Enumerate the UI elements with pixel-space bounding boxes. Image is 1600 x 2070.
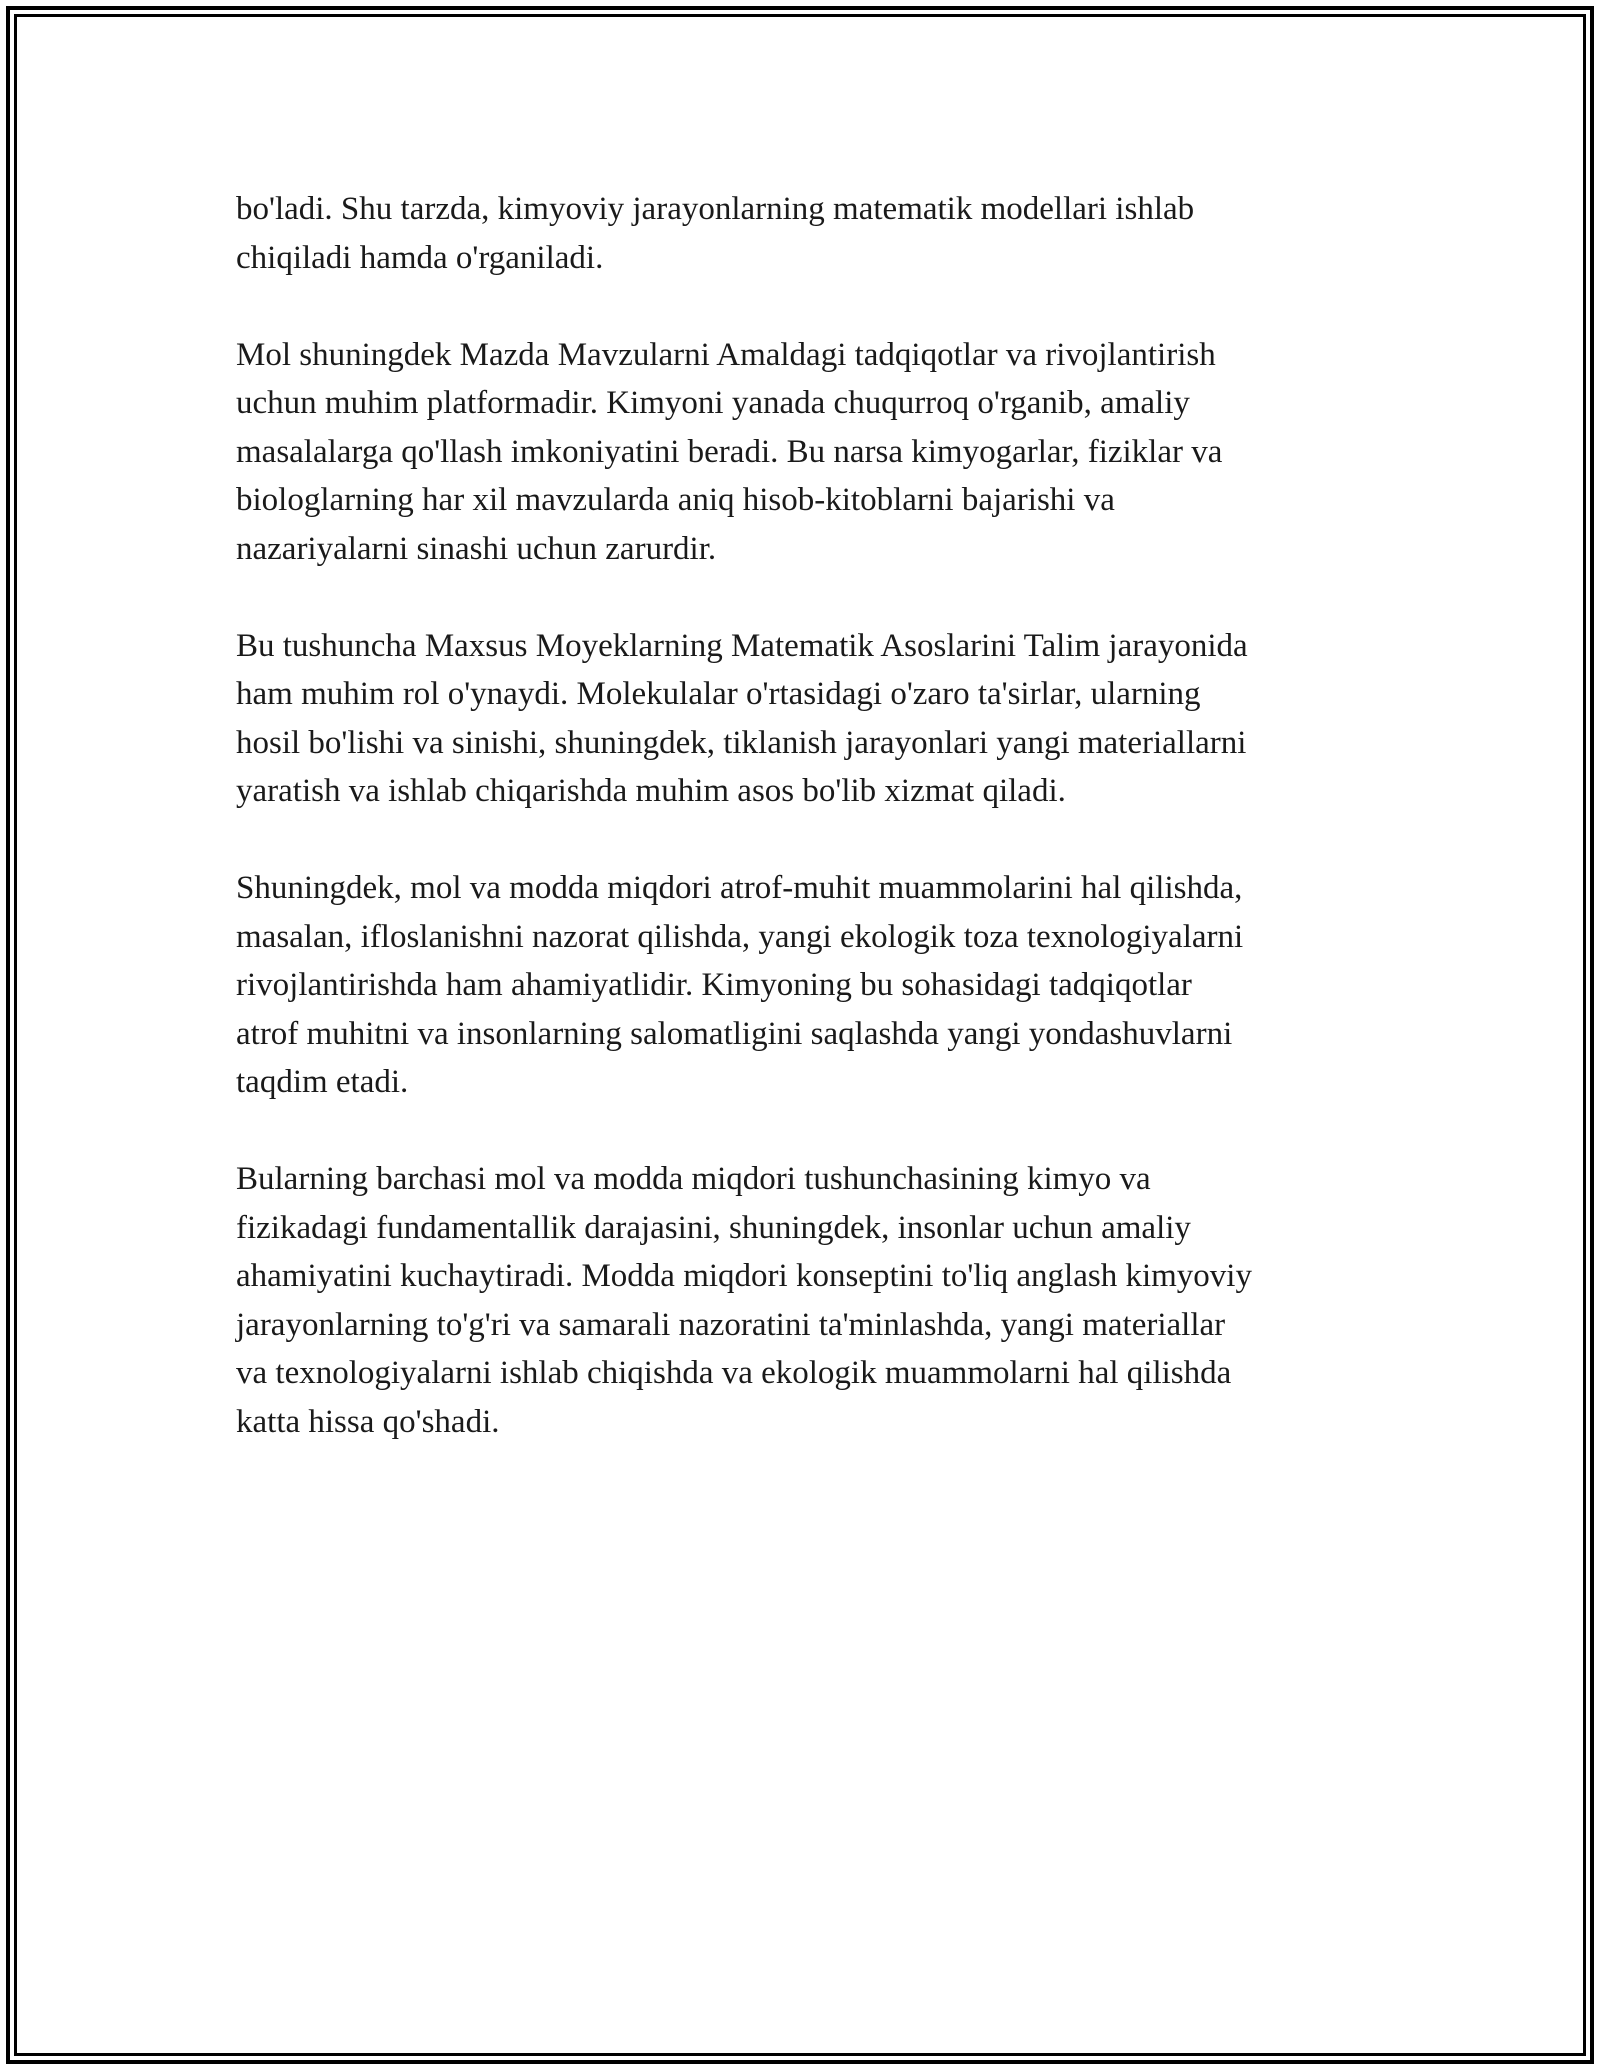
text-line: ahamiyatini kuchaytiradi. Modda miqdori konseptini to'liq anglash kimyoviy xyxy=(236,1258,1252,1294)
text-line: hosil bo'lishi va sinishi, shuningdek, tiklanish jarayonlari yangi materiallarni xyxy=(236,724,1247,761)
text-line: masalalarga qo'llash imkoniyatini beradi. Bu narsa kimyogarlar, fiziklar va xyxy=(236,433,1223,470)
text-line: rivojlantirishda ham ahamiyatlidir. Kimyoning bu sohasidagi tadqiqotlar xyxy=(236,967,1192,1003)
document-body xyxy=(236,185,1396,1495)
paragraph-3 xyxy=(236,622,1396,816)
text-line: masalan, ifloslanishni nazorat qilishda, yangi ekologik toza texnologiyalarni xyxy=(236,918,1244,955)
text-line: biologlarning har xil mavzularda aniq hisob-kitoblarni bajarishi va xyxy=(236,482,1115,518)
text-line: Mol shuningdek Mazda Mavzularni Amaldagi tadqiqotlar va rivojlantirish xyxy=(236,336,1216,373)
text-line: uchun muhim platformadir. Kimyoni yanada chuqurroq o'rganib, amaliy xyxy=(236,385,1190,421)
text-line: Shuningdek, mol va modda miqdori atrof-muhit muammolarini hal qilishda, xyxy=(236,870,1243,906)
text-line: atrof muhitni va insonlarning salomatligini saqlashda yangi yondashuvlarni xyxy=(236,1015,1233,1052)
text-line: jarayonlarning to'g'ri va samarali nazoratini ta'minlashda, yangi materiallar xyxy=(236,1306,1226,1343)
text-line: katta hissa qo'shadi. xyxy=(236,1403,500,1440)
paragraph-2 xyxy=(236,331,1396,574)
paragraph-1 xyxy=(236,185,1396,282)
text-line: Bularning barchasi mol va modda miqdori tushunchasining kimyo va xyxy=(236,1161,1151,1197)
text-line: ham muhim rol o'ynaydi. Molekulalar o'rtasidagi o'zaro ta'sirlar, ularning xyxy=(236,676,1201,712)
paragraph-5 xyxy=(236,1155,1396,1446)
text-line: yaratish va ishlab chiqarishda muhim asos bo'lib xizmat qiladi. xyxy=(236,773,1066,809)
text-line: fizikadagi fundamentallik darajasini, shuningdek, insonlar uchun amaliy xyxy=(236,1209,1191,1246)
text-line: taqdim etadi. xyxy=(236,1064,409,1100)
text-line: chiqiladi hamda o'rganiladi. xyxy=(236,239,604,276)
text-line: va texnologiyalarni ishlab chiqishda va ekologik muammolarni hal qilishda xyxy=(236,1355,1232,1391)
paragraph-4 xyxy=(236,864,1396,1107)
text-line: Bu tushuncha Maxsus Moyeklarning Matematik Asoslarini Talim jarayonida xyxy=(236,627,1248,664)
text-line: nazariyalarni sinashi uchun zarurdir. xyxy=(236,530,717,567)
text-line: bo'ladi. Shu tarzda, kimyoviy jarayonlarning matematik modellari ishlab xyxy=(236,191,1195,227)
